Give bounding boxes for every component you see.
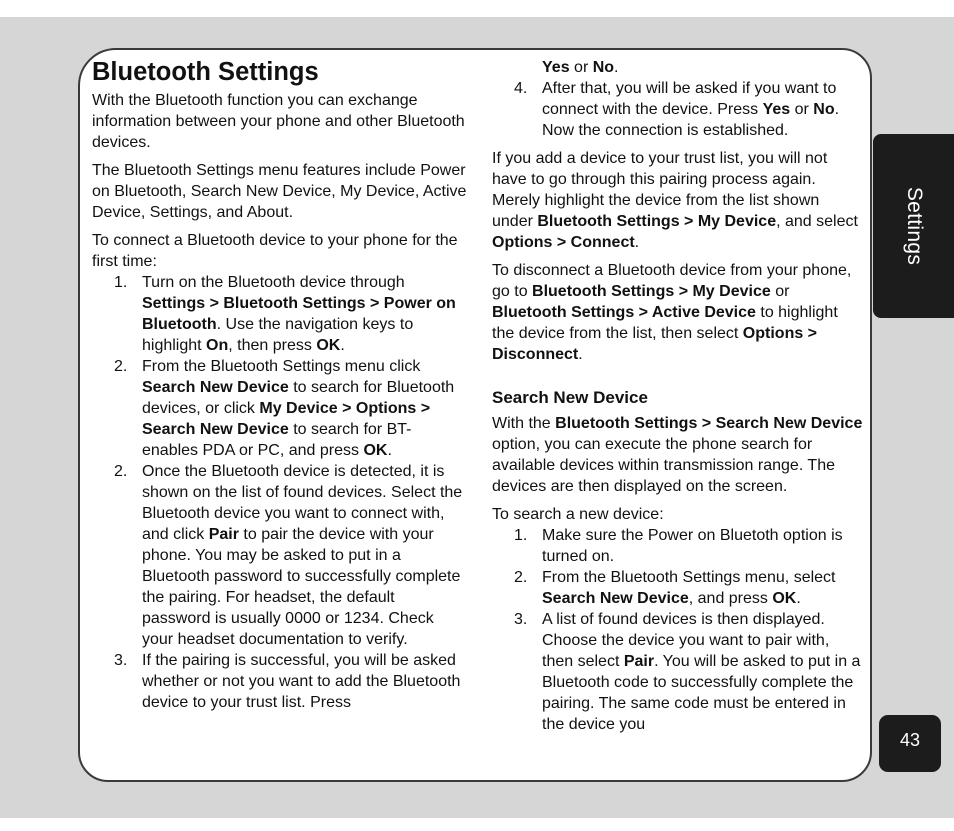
list-item: 2. From the Bluetooth Settings menu, select Search New Device, and press OK. xyxy=(514,569,836,607)
search-steps xyxy=(492,525,864,735)
search-steps-intro: To search a new device: xyxy=(492,506,664,523)
list-item: 1. Turn on the Bluetooth device through Settings > Bluetooth Settings > Power on Bluetooth. Use the navigation keys to highlight On, then press OK. xyxy=(114,274,456,354)
list-item: 3. A list of found devices is then displayed. Choose the device you want to pair with, then select Pair. You will be asked to put in a Bluetooth code to successfully complete the pairing. The same code must be entered in the device you xyxy=(514,611,861,733)
list-item-continuation: Yes or No. xyxy=(542,59,619,76)
search-intro-paragraph: With the Bluetooth Settings > Search New Device option, you can execute the phone search for available devices within transmission range. The devices are then displayed on the screen. xyxy=(492,415,863,495)
disconnect-paragraph: To disconnect a Bluetooth device from your phone, go to Bluetooth Settings > My Device or Bluetooth Settings > Active Device to highlight the device from the list, then select Options > Disconnect. xyxy=(492,262,852,363)
section-tab-label: Settings xyxy=(902,186,926,266)
page-title: Bluetooth Settings xyxy=(92,58,319,86)
list-item: 2. From the Bluetooth Settings menu click Search New Device to search for Bluetooth devices, or click My Device > Options > Search New Device to search for BT-enables PDA or PC, and press OK. xyxy=(114,358,455,459)
right-column xyxy=(492,57,864,742)
left-column xyxy=(92,57,467,720)
connect-steps xyxy=(92,272,467,713)
connect-steps-continued xyxy=(492,78,864,141)
list-item: 1. Make sure the Power on Bluetoth option is turned on. xyxy=(514,527,843,565)
list-item: 4. After that, you will be asked if you want to connect with the device. Press Yes or No. Now the connection is established. xyxy=(514,80,840,139)
section-heading: Search New Device xyxy=(492,388,648,407)
list-item: 3. If the pairing is successful, you will be asked whether or not you want to add the Bluetooth device to your trust list. Press xyxy=(114,652,461,711)
connect-intro: To connect a Bluetooth device to your phone for the first time: xyxy=(92,232,458,270)
page-number: 43 xyxy=(879,715,941,772)
trust-list-paragraph: If you add a device to your trust list, you will not have to go through this pairing process again. Merely highlight the device from the list shown under Bluetooth Settings > My Device, and select Options > Connect. xyxy=(492,150,858,251)
section-tab xyxy=(873,134,954,318)
intro-paragraph: With the Bluetooth function you can exchange information between your phone and other Bluetooth devices. xyxy=(92,92,465,151)
list-item: 2. Once the Bluetooth device is detected, it is shown on the list of found devices. Select the Bluetooth device you want to connect with, and click Pair to pair the device with your phone. You may be asked to put in a Bluetooth password to successfully complete the pairing. For headset, the default password is usually 0000 or 1234. Check your headset documentation to verify. xyxy=(114,463,463,648)
features-paragraph: The Bluetooth Settings menu features include Power on Bluetooth, Search New Device, My Device, Active Device, Settings, and About. xyxy=(92,162,467,221)
